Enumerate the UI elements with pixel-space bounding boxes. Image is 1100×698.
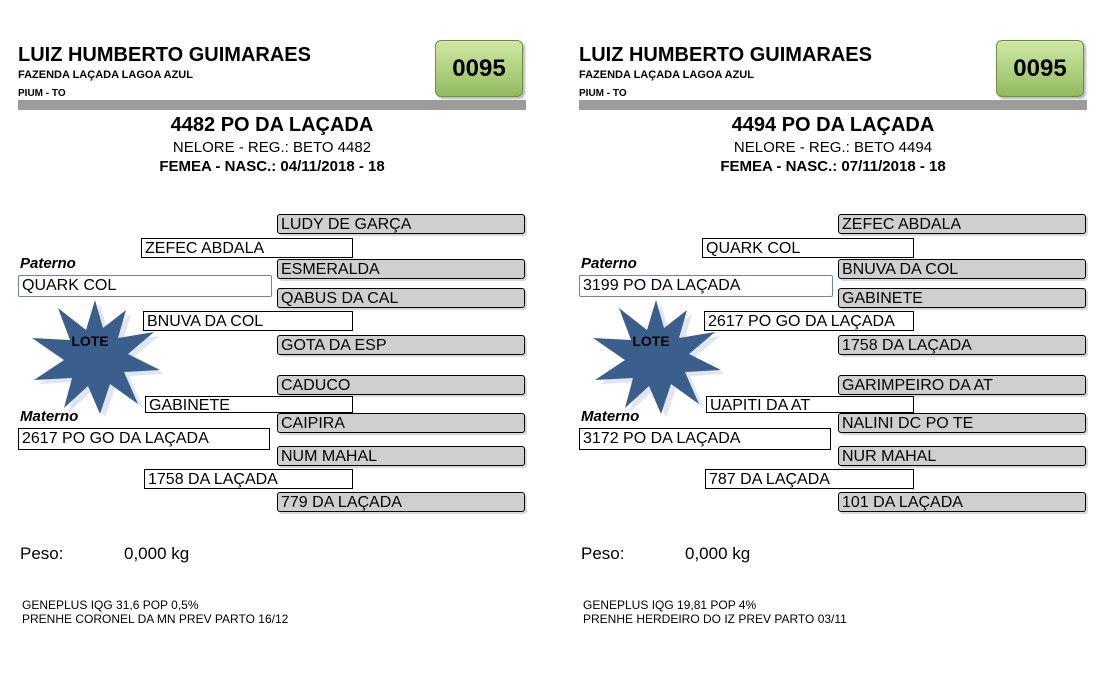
- sex-birth-date: FEMEA - NASC.: 04/11/2018 - 18: [159, 158, 385, 175]
- pedigree-dam-dam-dam: 101 DA LAÇADA: [838, 492, 1086, 512]
- lote-label: LOTE: [632, 333, 670, 349]
- pedigree-dam: 3172 PO DA LAÇADA: [579, 428, 831, 450]
- paterno-label: Paterno: [581, 255, 637, 272]
- farm-name: FAZENDA LAÇADA LAGOA AZUL: [18, 69, 193, 81]
- animal-name: 4494 PO DA LAÇADA: [731, 114, 935, 136]
- peso-label: Peso:: [20, 544, 64, 563]
- materno-label: Materno: [581, 408, 640, 425]
- pedigree-sire-sire-dam: ESMERALDA: [277, 259, 525, 279]
- pedigree-sire-dam: 2617 PO GO DA LAÇADA: [704, 311, 914, 331]
- pedigree-sire-sire: QUARK COL: [702, 238, 914, 258]
- note-line-1: GENEPLUS IQG 31,6 POP 0,5%: [22, 598, 199, 612]
- note-line-2: PRENHE CORONEL DA MN PREV PARTO 16/12: [22, 612, 289, 626]
- materno-label: Materno: [20, 408, 79, 425]
- pedigree-dam-sire: GABINETE: [145, 396, 353, 413]
- peso-label: Peso:: [581, 544, 625, 563]
- lote-starburst-icon: [28, 298, 162, 416]
- note-line-1: GENEPLUS IQG 19,81 POP 4%: [583, 598, 757, 612]
- pedigree-sire-dam: BNUVA DA COL: [143, 311, 353, 331]
- pedigree-dam-dam-sire: NUR MAHAL: [838, 446, 1086, 466]
- peso-value: 0,000 kg: [685, 544, 751, 563]
- pedigree-sire-sire: ZEFEC ABDALA: [141, 238, 353, 258]
- animal-card-left: [0, 0, 530, 698]
- city-name: PIUM - TO: [18, 88, 66, 99]
- pedigree-sire: 3199 PO DA LAÇADA: [579, 275, 833, 297]
- peso-value: 0,000 kg: [124, 544, 190, 563]
- lot-number-badge: 0095: [435, 40, 523, 97]
- pedigree-dam-sire: UAPITI DA AT: [706, 396, 914, 413]
- pedigree-dam: 2617 PO GO DA LAÇADA: [18, 428, 270, 450]
- owner-name: LUIZ HUMBERTO GUIMARAES: [579, 44, 872, 66]
- sex-birth-date: FEMEA - NASC.: 07/11/2018 - 18: [720, 158, 946, 175]
- city-name: PIUM - TO: [579, 88, 627, 99]
- pedigree-dam-sire-dam: NALINI DC PO TE: [838, 413, 1086, 433]
- pedigree-sire-sire-sire: ZEFEC ABDALA: [838, 214, 1086, 234]
- header-divider: [579, 100, 1087, 110]
- pedigree-dam-dam-dam: 779 DA LAÇADA: [277, 492, 525, 512]
- breed-registration: NELORE - REG.: BETO 4494: [733, 139, 933, 156]
- pedigree-dam-dam-sire: NUM MAHAL: [277, 446, 525, 466]
- lot-number-badge: 0095: [996, 40, 1084, 97]
- pedigree-sire-dam-dam: GOTA DA ESP: [277, 335, 525, 355]
- pedigree-sire-sire-sire: LUDY DE GARÇA: [277, 214, 525, 234]
- pedigree-sire-dam-dam: 1758 DA LAÇADA: [838, 335, 1086, 355]
- lote-starburst-icon: [589, 298, 723, 416]
- note-line-2: PRENHE HERDEIRO DO IZ PREV PARTO 03/11: [583, 612, 847, 626]
- pedigree-sire-sire-dam: BNUVA DA COL: [838, 259, 1086, 279]
- breed-registration: NELORE - REG.: BETO 4482: [172, 139, 372, 156]
- pedigree-dam-sire-sire: GARIMPEIRO DA AT: [838, 375, 1086, 395]
- pedigree-sire: QUARK COL: [18, 275, 272, 297]
- paterno-label: Paterno: [20, 255, 76, 272]
- pedigree-sire-dam-sire: GABINETE: [838, 288, 1086, 308]
- header-divider: [18, 100, 526, 110]
- animal-card-right: [561, 0, 1091, 698]
- owner-name: LUIZ HUMBERTO GUIMARAES: [18, 44, 311, 66]
- pedigree-dam-dam: 787 DA LAÇADA: [705, 469, 914, 489]
- pedigree-dam-dam: 1758 DA LAÇADA: [144, 469, 353, 489]
- pedigree-dam-sire-dam: CAIPIRA: [277, 413, 525, 433]
- lote-label: LOTE: [71, 333, 109, 349]
- pedigree-dam-sire-sire: CADUCO: [277, 375, 525, 395]
- animal-name: 4482 PO DA LAÇADA: [170, 114, 374, 136]
- farm-name: FAZENDA LAÇADA LAGOA AZUL: [579, 69, 754, 81]
- pedigree-sire-dam-sire: QABUS DA CAL: [277, 288, 525, 308]
